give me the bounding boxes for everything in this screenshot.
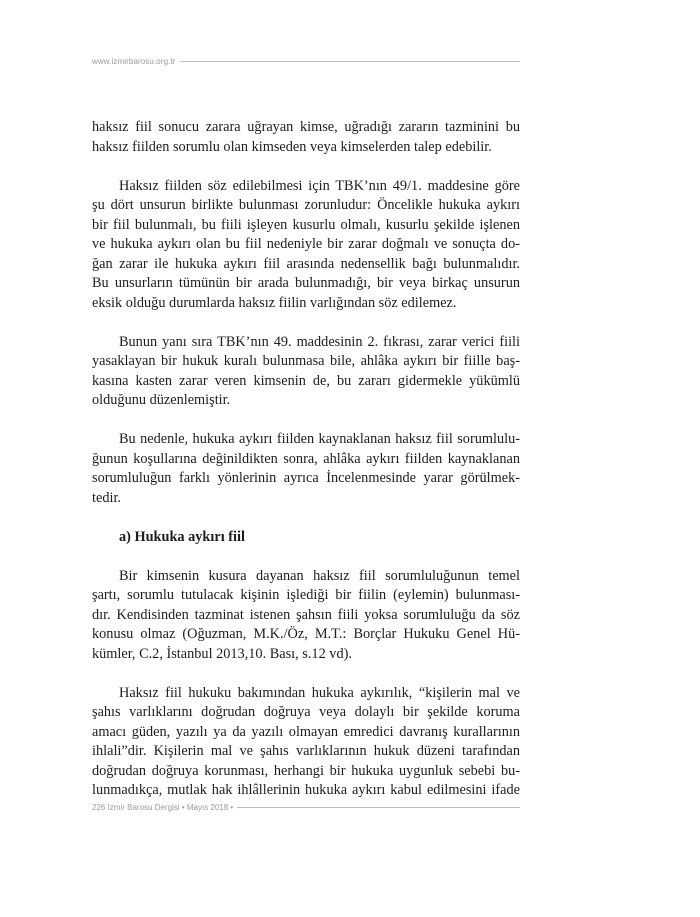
text-line: Bu unsurların tümünün bir arada bulunmadığı, bir veya birkaç unsurun <box>92 275 520 291</box>
text-line: olduğunu düzenlemiştir. <box>92 392 231 408</box>
text-line: şahıs varlıklarını doğrudan doğruya veya dolaylı bir şekilde koruma <box>92 704 520 720</box>
text-line: haksız fiil sonucu zarara uğrayan kimse, uğradığı zararın tazminini bu <box>92 119 520 135</box>
text-line: şu dört unsurun birlikte bulunması zorunludur: Öncelikle hukuka aykırı <box>92 197 520 213</box>
paragraph-4 <box>92 430 520 508</box>
text-line: kasına kasten zarar veren kimsenin de, bu zararı gidermekle yükümlü <box>92 372 520 389</box>
page-footer <box>92 801 520 813</box>
text-line: kümler, C.2, İstanbul 2013,10. Bası, s.12 vd). <box>92 645 352 662</box>
text-line: bir fiil bulunmalı, bu fiili işleyen kusurlu olmalı, kusurlu şekilde işlenen <box>92 216 520 233</box>
paragraph-2 <box>92 177 520 314</box>
text-line: yasaklayan bir hukuk kuralı bulunmasa bile, ahlâka aykırı bir fiille baş- <box>92 353 520 369</box>
header-url: www.izmirbarosu.org.tr <box>92 56 176 66</box>
text-line: Haksız fiilden söz edilebilmesi için TBK’nın 49/1. maddesine göre <box>119 177 520 194</box>
text-line: Bir kimsenin kusura dayanan haksız fiil sorumluluğunun temel <box>119 567 520 584</box>
text-line: şartı, sorumlu tutulacak kişinin işlediği bir fiilin (eylemin) bulunması- <box>92 587 520 603</box>
paragraph-5 <box>92 567 520 665</box>
text-line: ihlali”dir. Kişilerin mal ve şahıs varlıklarının hukuk düzeni tarafından <box>92 743 520 759</box>
text-line: Haksız fiil hukuku bakımından hukuka aykırılık, “kişilerin mal ve <box>119 684 520 701</box>
footer-rule <box>237 807 520 808</box>
section-heading: a) Hukuka aykırı fiil <box>119 528 245 545</box>
text-line: Bu nedenle, hukuka aykırı fiilden kaynaklanan haksız fiil sorumlulu- <box>119 431 520 447</box>
header-rule <box>180 61 520 62</box>
text-line: tedir. <box>92 489 121 506</box>
paragraph-3 <box>92 333 520 411</box>
text-line: ve hukuka aykırı olan bu fiil nedeniyle bir zarar doğmalı ve sonuçta do- <box>92 236 520 252</box>
text-line: Bunun yanı sıra TBK’nın 49. maddesinin 2. fıkrası, zarar verici fiili <box>119 333 520 350</box>
footer-text: 226 İzmir Barosu Dergisi • Mayıs 2018 • <box>92 802 234 812</box>
article-body <box>92 118 520 820</box>
text-line: sorumluluğun farklı yönlerinin ayrıca İncelenmesinde yarar görülmek- <box>92 470 520 486</box>
page-header <box>92 55 520 67</box>
text-line: doğrudan doğruya korunması, herhangi bir hukuka uygunluk sebebi bu- <box>92 762 520 779</box>
paragraph-1 <box>92 118 520 157</box>
paragraph-6 <box>92 684 520 801</box>
text-line: lunmadıkça, mutlak hak ihlâllerinin hukuka aykırı kabul edilmesini ifade <box>92 782 520 798</box>
text-line: ğunun koşullarına değinildikten sonra, ahlâka aykırı fiilden kaynaklanan <box>92 450 520 467</box>
text-line: ğan zarar ile hukuka aykırı fiil arasında nedensellik bağı bulunmalıdır. <box>92 255 520 272</box>
text-line: konusu olmaz (Oğuzman, M.K./Öz, M.T.: Borçlar Hukuku Genel Hü- <box>92 626 520 642</box>
text-line: eksik olduğu durumlarda haksız fiilin varlığından söz edilemez. <box>92 294 457 311</box>
text-line: haksız fiilden sorumlu olan kimseden veya kimselerden talep edebilir. <box>92 138 492 155</box>
text-line: dır. Kendisinden tazminat istenen şahsın fiili yoksa sorumluluğu da söz <box>92 606 520 623</box>
text-line: amacı güden, yazılı ya da yazılı olmayan emredici davranış kurallarının <box>92 723 520 740</box>
